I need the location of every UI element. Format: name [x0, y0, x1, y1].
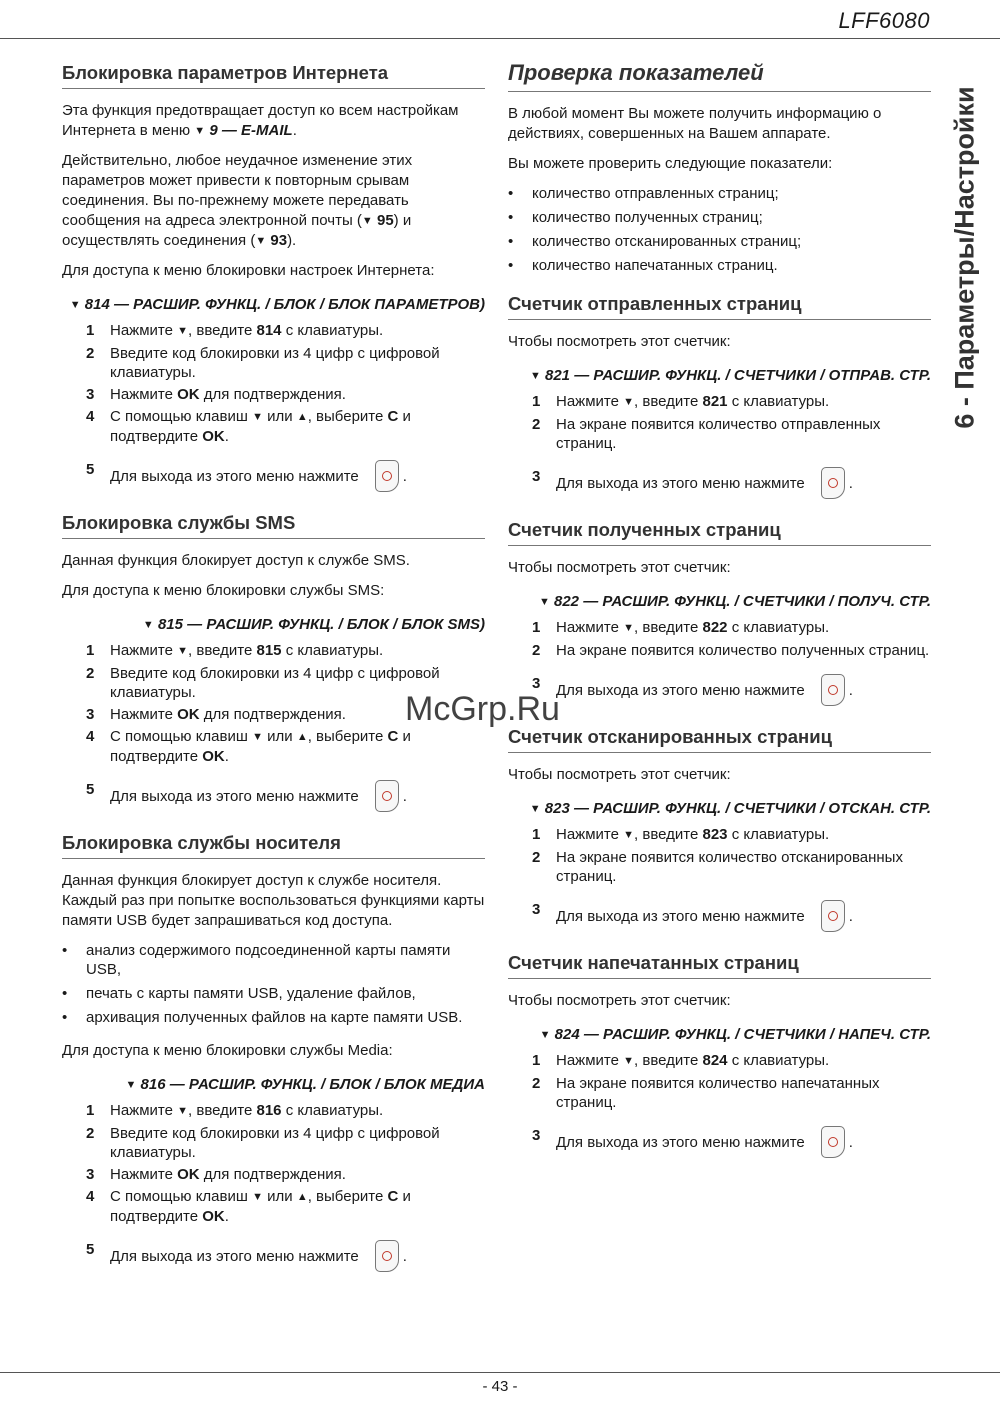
stop-key-icon: [375, 1240, 399, 1272]
menu-arrow-icon: ▼: [69, 299, 81, 311]
step: 2 Введите код блокировки из 4 цифр с цифровой клавиатуры.: [86, 345, 440, 381]
menu-path: ▼ 816 — РАСШИР. ФУНКЦ. / БЛОК / БЛОК МЕДИА: [125, 1076, 485, 1093]
arrow-up-icon: ▲: [296, 411, 308, 423]
bullet-list: [508, 184, 931, 275]
step: 3 Для выхода из этого меню нажмите .: [508, 1126, 931, 1158]
paragraph: Эта функция предотвращает доступ ко всем настройкам Интернета в меню ▼ 9 — E-MAIL.: [62, 102, 459, 139]
menu-arrow-icon: ▼: [623, 829, 635, 841]
steps-list: [62, 321, 485, 492]
stop-key-icon: [375, 460, 399, 492]
paragraph: Данная функция блокирует доступ к службе SMS.: [62, 552, 410, 569]
step: 5 Для выхода из этого меню нажмите .: [62, 1240, 485, 1272]
steps-list: [508, 618, 931, 706]
right-column: [508, 58, 931, 1174]
menu-arrow-icon: ▼: [177, 325, 189, 337]
paragraph: Для доступа к меню блокировки службы SMS:: [62, 582, 385, 599]
step: 2 Введите код блокировки из 4 цифр с цифровой клавиатуры.: [86, 1125, 440, 1161]
paragraph: Данная функция блокирует доступ к службе носителя. Каждый раз при попытке воспользоваться функциями карты памяти USB будет запрашиваться код доступа.: [62, 872, 485, 929]
step: 3 Нажмите OK для подтверждения.: [86, 386, 346, 403]
menu-arrow-icon: ▼: [539, 1029, 551, 1041]
step: 3 Для выхода из этого меню нажмите .: [508, 900, 931, 932]
list-item: • количество полученных страниц;: [508, 208, 931, 227]
menu-path: ▼ 824 — РАСШИР. ФУНКЦ. / СЧЕТЧИКИ / НАПЕЧ. СТР.: [539, 1026, 931, 1043]
step: 3 Нажмите OK для подтверждения.: [86, 706, 346, 723]
step: 5 Для выхода из этого меню нажмите .: [62, 780, 485, 812]
step: 4 С помощью клавиш ▼ или ▲, выберите C и подтвердите OK.: [86, 728, 411, 765]
model-name: LFF6080: [838, 8, 930, 33]
menu-arrow-icon: ▼: [255, 235, 267, 247]
paragraph: Чтобы посмотреть этот счетчик:: [508, 333, 731, 350]
page-number: - 43 -: [482, 1378, 518, 1395]
menu-arrow-icon: ▼: [194, 125, 206, 137]
stop-key-icon: [821, 467, 845, 499]
step: 1 Нажмите ▼, введите 823 с клавиатуры.: [532, 826, 830, 843]
step: 2 Введите код блокировки из 4 цифр с цифровой клавиатуры.: [86, 665, 440, 701]
step: 4 С помощью клавиш ▼ или ▲, выберите C и подтвердите OK.: [86, 408, 411, 445]
arrow-down-icon: ▼: [252, 731, 263, 743]
list-item: • количество напечатанных страниц.: [508, 256, 931, 275]
menu-arrow-icon: ▼: [177, 1105, 189, 1117]
step: 1 Нажмите ▼, введите 815 с клавиатуры.: [86, 642, 384, 659]
paragraph: Действительно, любое неудачное изменение этих параметров может привести к повторным срывам соединения. Вы по-прежнему можете передавать сообщения на адреса электронной почты (▼ 95) и осуществлять соединения (▼ 93).: [62, 152, 413, 249]
menu-arrow-icon: ▼: [142, 619, 154, 631]
stop-key-icon: [821, 900, 845, 932]
main-title: Проверка показателей: [508, 58, 931, 92]
list-item: • количество отправленных страниц;: [508, 184, 931, 203]
list-item: • количество отсканированных страниц;: [508, 232, 931, 251]
step: 4 С помощью клавиш ▼ или ▲, выберите C и подтвердите OK.: [86, 1188, 411, 1225]
menu-path: ▼ 815 — РАСШИР. ФУНКЦ. / БЛОК / БЛОК SMS): [142, 616, 485, 633]
watermark: McGrp.Ru: [405, 690, 560, 728]
steps-list: [508, 392, 931, 499]
step: 2 На экране появится количество полученных страниц.: [532, 642, 930, 659]
chapter-side-tab: [930, 60, 1000, 455]
menu-arrow-icon: ▼: [623, 396, 635, 408]
menu-arrow-icon: ▼: [529, 803, 541, 815]
menu-path: ▼ 822 — РАСШИР. ФУНКЦ. / СЧЕТЧИКИ / ПОЛУЧ. СТР.: [538, 593, 931, 610]
menu-arrow-icon: ▼: [623, 622, 635, 634]
step: 5 Для выхода из этого меню нажмите .: [62, 460, 485, 492]
chapter-title: 6 - Параметры/Настройки: [949, 86, 980, 429]
steps-list: [62, 641, 485, 812]
step: 2 На экране появится количество напечатанных страниц.: [532, 1075, 880, 1111]
step: 3 Для выхода из этого меню нажмите .: [508, 674, 931, 706]
menu-arrow-icon: ▼: [125, 1079, 137, 1091]
section-title-scanned-counter: Счетчик отсканированных страниц: [508, 722, 931, 753]
menu-path: ▼ 823 — РАСШИР. ФУНКЦ. / СЧЕТЧИКИ / ОТСКАН. СТР.: [529, 800, 931, 817]
step: 2 На экране появится количество отправленных страниц.: [532, 416, 881, 452]
menu-arrow-icon: ▼: [177, 645, 189, 657]
arrow-up-icon: ▲: [296, 731, 308, 743]
steps-list: [62, 1101, 485, 1272]
step: 1 Нажмите ▼, введите 824 с клавиатуры.: [532, 1052, 830, 1069]
menu-arrow-icon: ▼: [361, 215, 373, 227]
section-title-received-counter: Счетчик полученных страниц: [508, 515, 931, 546]
step: 1 Нажмите ▼, введите 814 с клавиатуры.: [86, 322, 384, 339]
paragraph: В любой момент Вы можете получить информацию о действиях, совершенных на Вашем аппарате.: [508, 105, 882, 142]
paragraph: Вы можете проверить следующие показатели:: [508, 155, 833, 172]
arrow-down-icon: ▼: [252, 411, 263, 423]
list-item: • печать с карты памяти USB, удаление файлов,: [62, 984, 485, 1003]
paragraph: Чтобы посмотреть этот счетчик:: [508, 559, 731, 576]
menu-arrow-icon: ▼: [529, 370, 541, 382]
arrow-up-icon: ▲: [296, 1191, 308, 1203]
paragraph: Чтобы посмотреть этот счетчик:: [508, 766, 731, 783]
menu-arrow-icon: ▼: [623, 1055, 635, 1067]
menu-path: ▼ 814 — РАСШИР. ФУНКЦ. / БЛОК / БЛОК ПАРАМЕТРОВ): [69, 296, 485, 313]
paragraph: Для доступа к меню блокировки настроек Интернета:: [62, 262, 435, 279]
step: 3 Нажмите OK для подтверждения.: [86, 1166, 346, 1183]
arrow-down-icon: ▼: [252, 1191, 263, 1203]
step: 1 Нажмите ▼, введите 816 с клавиатуры.: [86, 1102, 384, 1119]
paragraph: Для доступа к меню блокировки службы Media:: [62, 1042, 393, 1059]
footer-rule: [0, 1372, 1000, 1373]
paragraph: Чтобы посмотреть этот счетчик:: [508, 992, 731, 1009]
section-title-sms-lock: Блокировка службы SMS: [62, 508, 485, 539]
steps-list: [508, 1051, 931, 1158]
list-item: • архивация полученных файлов на карте памяти USB.: [62, 1008, 485, 1027]
section-title-sent-counter: Счетчик отправленных страниц: [508, 289, 931, 320]
stop-key-icon: [821, 1126, 845, 1158]
step: 3 Для выхода из этого меню нажмите .: [508, 467, 931, 499]
menu-path: ▼ 821 — РАСШИР. ФУНКЦ. / СЧЕТЧИКИ / ОТПРАВ. СТР.: [529, 367, 931, 384]
stop-key-icon: [375, 780, 399, 812]
left-column: [62, 58, 485, 1288]
section-title-internet-lock: Блокировка параметров Интернета: [62, 58, 485, 89]
stop-key-icon: [821, 674, 845, 706]
menu-arrow-icon: ▼: [538, 596, 550, 608]
header-rule: [0, 38, 1000, 39]
section-title-media-lock: Блокировка службы носителя: [62, 828, 485, 859]
list-item: • анализ содержимого подсоединенной карты памяти USB,: [62, 941, 485, 979]
step: 2 На экране появится количество отсканированных страниц.: [532, 849, 903, 885]
bullet-list: [62, 941, 485, 1027]
step: 1 Нажмите ▼, введите 822 с клавиатуры.: [532, 619, 830, 636]
section-title-printed-counter: Счетчик напечатанных страниц: [508, 948, 931, 979]
steps-list: [508, 825, 931, 932]
step: 1 Нажмите ▼, введите 821 с клавиатуры.: [532, 393, 830, 410]
